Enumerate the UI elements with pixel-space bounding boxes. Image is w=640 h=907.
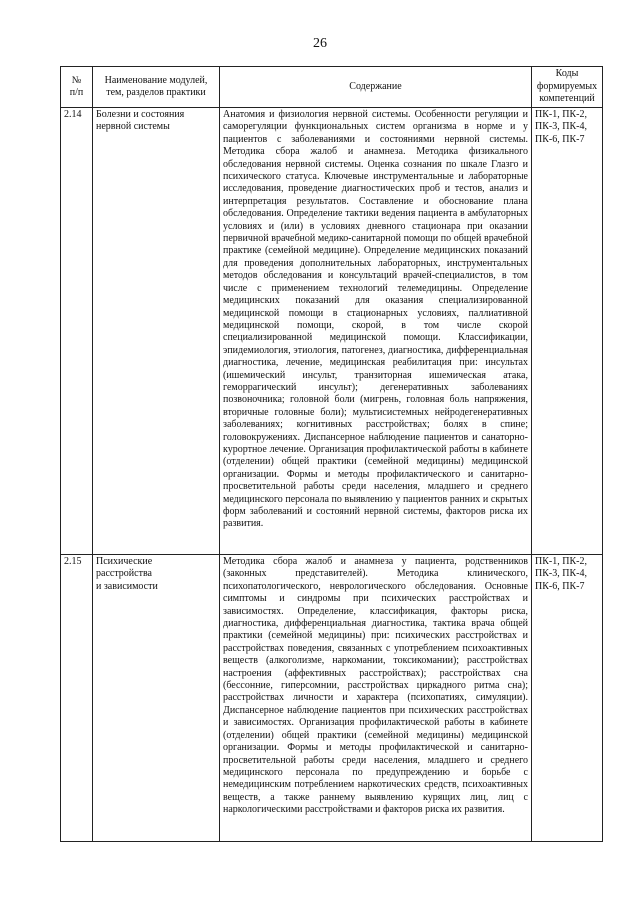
module-content: Анатомия и физиология нервной системы. Особенности регуляции и саморегуляции функциональных систем организма в норме и у пациентов с заболеваниями и состояниями нервной системы. Методика сбора жалоб и анамнеза. Методика физикального обследования нервной системы. Оценка сознания по шкале Глазго и психического статуса. Ключевые инструментальные и лабораторные исследования, проведение диагностических проб и тестов, анализ и интерпретация результатов. Составление и обоснование плана обследования. Определение тактики ведения пациента в амбулаторных условиях и (или) в условиях дневного стационара при оказании первичной врачебной медико-санитарной помощи по общей врачебной практике (семейной медицине). Определение медицинских показаний для проведения дополнительных лабораторных, инструментальных методов обследования и консультаций врачей-специалистов, в том числе с применением технологий телемедицины. Определение медицинских показаний для оказания специализированной медицинской помощи в стационарных условиях, паллиативной медицинской помощи, скорой, в том числе скорой специализированной медицинской помощи. Классификации, эпидемиология, этиология, патогенез, диагностика, дифференциальная диагностика, лечение, медицинская реабилитация при: инсультах (ишемический инсульт, транзиторная ишемическая атака, геморрагический инсульт); дегенеративных заболеваниях позвоночника; головной боли (мигрень, головная боль напряжения, вторичные головные боли); мультисистемных нейродегенеративных заболеваниях; когнитивных расстройствах; болях в спине; головокружениях. Диспансерное наблюдение пациентов и санаторно-курортное лечение. Организация профилактической работы в кабинете (отделении) общей практики (семейной медицины) медицинской организации. Формы и методы профилактического и санитарно-просветительной работы среди населения, младшего и среднего медицинского персонала по выявлению у пациентов ранних и скрытых форм заболеваний и состояний нервной системы, факторов риска их развития. (220, 108, 532, 555)
table-row (61, 555, 603, 842)
header-num: № п/п (61, 67, 93, 108)
row-number: 2.14 (61, 108, 93, 555)
module-name-line: Болезни и состояния (96, 109, 185, 120)
row-number: 2.15 (61, 555, 93, 842)
header-codes: Коды формируемых компетенций (532, 67, 603, 108)
page-number: 26 (313, 36, 327, 51)
module-name-line: расстройства (96, 568, 152, 580)
curriculum-table (60, 66, 603, 842)
header-content: Содержание (220, 67, 532, 108)
header-name: Наименование модулей, тем, разделов практики (93, 67, 220, 108)
table-row (61, 108, 603, 555)
competency-codes: ПК-1, ПК-2, ПК-3, ПК-4, ПК-6, ПК-7 (532, 555, 603, 842)
module-content: Методика сбора жалоб и анамнеза у пациента, родственников (законных представителей). Методика клинического, психопатологического, неврологического обследования. Основные симптомы и синдромы при психических расстройствах и зависимостях. Определение, классификация, факторы риска, диагностика, дифференциальная диагностика, тактика врача общей практики (семейной медицины) при: психических расстройствах и расстройствах поведения, связанных с употреблением психоактивных веществ (алкоголизме, наркомании, токсикомании); расстройствах настроения (аффективных расстройствах); расстройствах сна (бессонние, гиперсомнии, расстройствах циркадного ритма сна); расстройствах личности и характера (психопатиях, симуляции). Диспансерное наблюдение пациентов при психических расстройствах и зависимостях. Организация профилактической работы в кабинете (отделении) общей практики (семейной медицины) медицинской организации. Формы и методы профилактической и санитарно-просветительной работы среди населения, младшего и среднего медицинского персонала по предупреждению и борьбе с немедицинским потреблением наркотических средств, психоактивных веществ, а также раннему выявлению курящих лиц, лиц с наркологическими расстройствами и факторов риска их развития. (220, 555, 532, 842)
table-header-row (61, 67, 603, 108)
module-name-line: и зависимости (96, 580, 158, 592)
module-name (93, 108, 220, 555)
module-name-line: нервной системы (96, 121, 170, 133)
competency-codes: ПК-1, ПК-2, ПК-3, ПК-4, ПК-6, ПК-7 (532, 108, 603, 555)
module-name (93, 555, 220, 842)
module-name-line: Психические (96, 556, 153, 567)
